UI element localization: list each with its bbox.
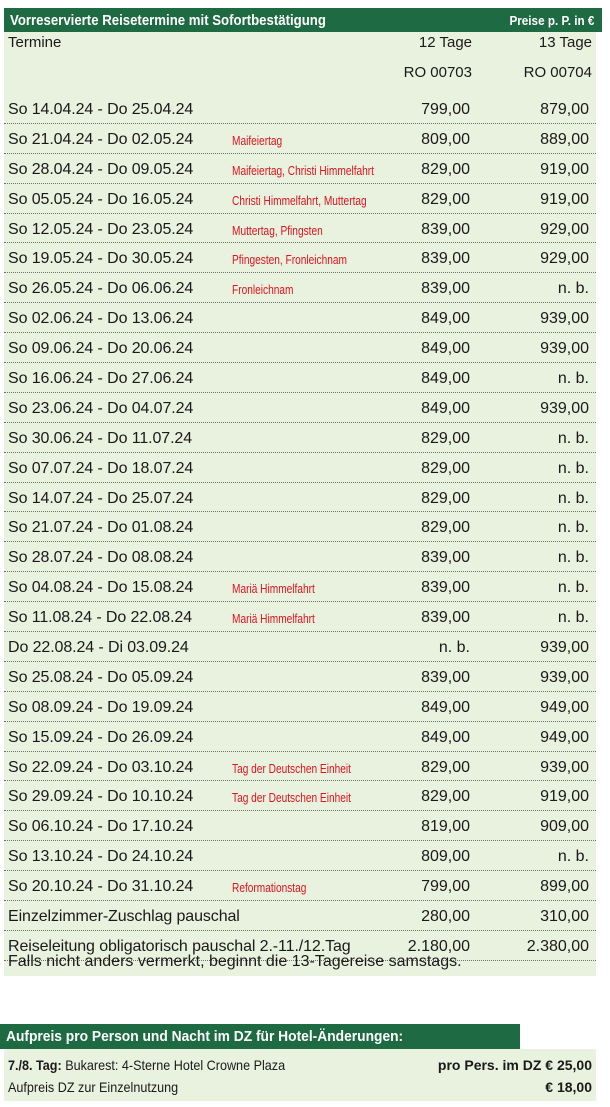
row-holiday-note: Tag der Deutschen Einheit [232, 760, 351, 776]
date-rows [4, 94, 596, 961]
row-holiday-note: Fronleichnam [232, 282, 294, 298]
surcharge-title: Aufpreis pro Person und Nacht im DZ für Hotel-Änderungen: [6, 1028, 404, 1045]
table-row [4, 512, 596, 542]
row-date: So 21.07.24 - Do 01.08.24 [8, 519, 194, 537]
single-use-row [8, 1079, 592, 1095]
row-date: So 09.06.24 - Do 20.06.24 [8, 340, 194, 358]
row-price-13: 939,00 [540, 668, 589, 686]
row-price-13: 939,00 [540, 310, 589, 328]
table-row [4, 632, 596, 662]
table-row [4, 901, 596, 931]
table-row [4, 542, 596, 572]
surcharge-panel [4, 1049, 596, 1101]
row-date: So 28.07.24 - Do 08.08.24 [8, 549, 194, 567]
row-date: So 21.04.24 - Do 02.05.24 [8, 130, 194, 148]
row-date: So 29.09.24 - Do 10.10.24 [8, 788, 194, 806]
surcharge-label [8, 1057, 285, 1073]
row-price-13: n. b. [557, 459, 589, 477]
row-date: So 04.08.24 - Do 15.08.24 [8, 579, 194, 597]
table-row [4, 752, 596, 782]
table-row [4, 602, 596, 632]
row-date: So 26.05.24 - Do 06.06.24 [8, 280, 194, 298]
row-date: So 05.05.24 - Do 16.05.24 [8, 190, 194, 208]
row-price-12: 809,00 [421, 848, 470, 866]
table-row [4, 871, 596, 901]
table-row [4, 333, 596, 363]
row-date: Do 22.08.24 - Di 03.09.24 [8, 639, 189, 657]
row-price-13: 889,00 [540, 130, 589, 148]
row-price-12: 829,00 [421, 788, 470, 806]
row-price-13: 929,00 [540, 250, 589, 268]
row-price-13: n. b. [557, 280, 589, 298]
table-title: Vorreservierte Reisetermine mit Sofortbestätigung [10, 11, 326, 29]
price-table [4, 8, 596, 976]
row-price-13: 949,00 [540, 728, 589, 746]
table-row [4, 572, 596, 602]
row-date: So 06.10.24 - Do 17.10.24 [8, 818, 194, 836]
row-price-13: n. b. [557, 370, 589, 388]
row-price-12: 829,00 [421, 489, 470, 507]
row-price-12: 829,00 [421, 160, 470, 178]
row-date: So 02.06.24 - Do 13.06.24 [8, 310, 194, 328]
row-holiday-note: Christi Himmelfahrt, Muttertag [232, 192, 367, 208]
column-12-code: RO 00703 [403, 64, 472, 81]
row-date: So 28.04.24 - Do 09.05.24 [8, 160, 194, 178]
row-price-12: 839,00 [421, 668, 470, 686]
table-row [4, 214, 596, 244]
row-date: So 12.05.24 - Do 23.05.24 [8, 220, 194, 238]
row-price-13: 919,00 [540, 160, 589, 178]
surcharge-value: pro Pers. im DZ € 25,00 [437, 1057, 592, 1073]
row-date: Reiseleitung obligatorisch pauschal 2.-11./12.Tag [8, 937, 351, 955]
row-holiday-note: Reformationstag [232, 880, 307, 896]
row-date: So 30.06.24 - Do 11.07.24 [8, 429, 193, 447]
table-row [4, 184, 596, 214]
row-holiday-note: Maifeiertag [232, 132, 283, 148]
row-date: So 23.06.24 - Do 04.07.24 [8, 399, 194, 417]
row-price-12: 839,00 [421, 609, 470, 627]
row-price-12: 809,00 [421, 130, 470, 148]
row-price-13: 939,00 [540, 399, 589, 417]
row-holiday-note: Muttertag, Pfingsten [232, 222, 323, 238]
row-price-13: 310,00 [540, 908, 589, 926]
row-date: So 14.04.24 - Do 25.04.24 [8, 101, 194, 118]
row-price-12: 819,00 [421, 818, 470, 836]
table-row [4, 363, 596, 393]
row-price-12: 839,00 [421, 549, 470, 567]
table-row [4, 692, 596, 722]
row-price-13: n. b. [557, 489, 589, 507]
table-row [4, 811, 596, 841]
surcharge-banner [0, 1024, 520, 1049]
row-price-12: 839,00 [421, 579, 470, 597]
row-price-12: 799,00 [421, 878, 470, 896]
row-holiday-note: Tag der Deutschen Einheit [232, 790, 351, 806]
table-row [4, 841, 596, 871]
row-price-13: n. b. [557, 519, 589, 537]
row-price-12: 849,00 [421, 728, 470, 746]
row-holiday-note: Mariä Himmelfahrt [232, 611, 315, 627]
table-row [4, 243, 596, 273]
column-12-days: 12 Tage [418, 34, 472, 51]
footnote: Falls nicht anders vermerkt, beginnt die 13-Tagereise samstags. [8, 953, 462, 970]
table-row [4, 124, 596, 154]
row-price-12: 280,00 [421, 908, 470, 926]
table-row [4, 303, 596, 333]
row-price-13: n. b. [557, 549, 589, 567]
price-note: Preise p. P. in € [509, 12, 594, 28]
row-date: So 13.10.24 - Do 24.10.24 [8, 848, 194, 866]
row-price-13: 879,00 [540, 101, 589, 118]
table-row [4, 453, 596, 483]
table-row [4, 483, 596, 513]
row-price-13: 919,00 [540, 190, 589, 208]
row-price-13: 899,00 [540, 878, 589, 896]
table-row [4, 662, 596, 692]
row-price-12: 849,00 [421, 399, 470, 417]
single-use-value: € 18,00 [545, 1079, 592, 1095]
row-price-12: 839,00 [421, 220, 470, 238]
surcharge-day: 7./8. Tag: [8, 1057, 62, 1073]
table-row [4, 94, 596, 124]
row-price-13: 949,00 [540, 698, 589, 716]
row-price-12: 849,00 [421, 340, 470, 358]
table-row [4, 154, 596, 184]
row-price-13: n. b. [557, 848, 589, 866]
row-price-12: 799,00 [421, 101, 470, 118]
row-date: So 20.10.24 - Do 31.10.24 [8, 878, 194, 896]
row-price-12: 829,00 [421, 190, 470, 208]
table-row [4, 722, 596, 752]
row-price-13: n. b. [557, 609, 589, 627]
single-use-label: Aufpreis DZ zur Einzelnutzung [8, 1079, 179, 1095]
row-price-13: 909,00 [540, 818, 589, 836]
table-row [4, 781, 596, 811]
row-date: So 08.09.24 - Do 19.09.24 [8, 698, 194, 716]
row-price-13: 939,00 [540, 340, 589, 358]
table-header-banner [4, 8, 602, 32]
row-date: So 16.06.24 - Do 27.06.24 [8, 370, 194, 388]
row-price-12: 829,00 [421, 758, 470, 776]
row-price-12: 829,00 [421, 459, 470, 477]
table-row [4, 393, 596, 423]
row-price-12: 829,00 [421, 429, 470, 447]
row-date: So 15.09.24 - Do 26.09.24 [8, 728, 194, 746]
column-13-days: 13 Tage [538, 34, 592, 51]
row-date: So 07.07.24 - Do 18.07.24 [8, 459, 194, 477]
row-date: Einzelzimmer-Zuschlag pauschal [8, 908, 240, 926]
row-price-13: 939,00 [540, 758, 589, 776]
row-price-12: 849,00 [421, 370, 470, 388]
row-price-12: 849,00 [421, 310, 470, 328]
row-date: So 25.08.24 - Do 05.09.24 [8, 668, 194, 686]
row-holiday-note: Maifeiertag, Christi Himmelfahrt [232, 162, 374, 178]
surcharge-row [8, 1057, 592, 1073]
surcharge-hotel: Bukarest: 4-Sterne Hotel Crowne Plaza [61, 1057, 286, 1073]
row-price-13: 919,00 [540, 788, 589, 806]
row-price-13: 2.380,00 [526, 937, 589, 955]
row-holiday-note: Mariä Himmelfahrt [232, 581, 315, 597]
row-price-12: 2.180,00 [407, 937, 470, 955]
row-price-12: 829,00 [421, 519, 470, 537]
column-13-code: RO 00704 [523, 64, 592, 81]
row-price-12: 839,00 [421, 280, 470, 298]
row-price-13: 929,00 [540, 220, 589, 238]
row-price-12: 839,00 [421, 250, 470, 268]
row-date: So 19.05.24 - Do 30.05.24 [8, 250, 194, 268]
row-price-13: n. b. [557, 429, 589, 447]
row-date: So 22.09.24 - Do 03.10.24 [8, 758, 194, 776]
row-date: So 11.08.24 - Do 22.08.24 [8, 609, 193, 627]
row-holiday-note: Pfingesten, Fronleichnam [232, 252, 347, 268]
column-label-dates: Termine [8, 34, 62, 51]
table-row [4, 273, 596, 303]
row-price-13: n. b. [557, 579, 589, 597]
table-row [4, 423, 596, 453]
row-price-13: 939,00 [540, 639, 589, 657]
row-price-12: 849,00 [421, 698, 470, 716]
row-date: So 14.07.24 - Do 25.07.24 [8, 489, 194, 507]
row-price-12: n. b. [438, 639, 470, 657]
